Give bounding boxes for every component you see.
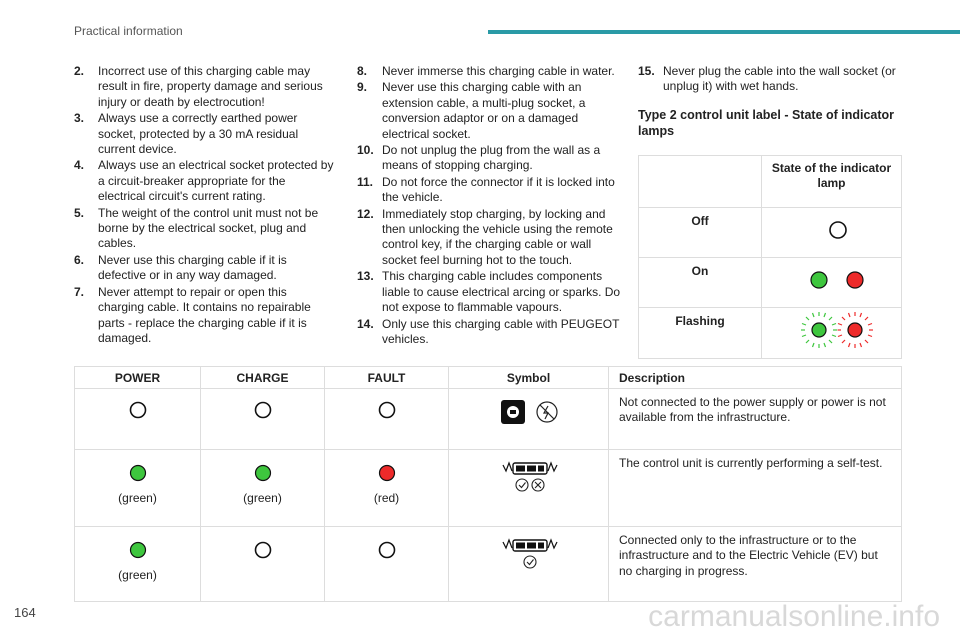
item-number: 3.: [74, 111, 85, 126]
item-text: Never use this charging cable if it is defective or in any way damaged.: [98, 252, 287, 283]
table-row: [75, 527, 902, 602]
item-number: 9.: [357, 80, 368, 95]
list-item: [74, 64, 336, 110]
item-text: Always use a correctly earthed power socket, protected by a 30 mA residual current device.: [98, 111, 299, 157]
fault-cell: [325, 527, 449, 602]
item-text: Incorrect use of this charging cable may result in fire, property damage and serious injury or death by electrocution!: [98, 64, 323, 109]
table-row: [75, 389, 902, 450]
item-text: Always use an electrical socket protected by a circuit-breaker appropriate for the electrical circuit's current rating.: [98, 158, 334, 204]
lamp-on-icons: [777, 260, 887, 300]
list-item: [357, 175, 622, 206]
description-cell: Connected only to the infrastructure or to the infrastructure and to the Electric Vehicle (EV) but no charging in progress.: [609, 527, 902, 602]
lamp-table-header: State of the indicator lamp: [762, 155, 902, 207]
control-unit-connected-symbol-icon: [489, 536, 569, 570]
item-text: Never immerse this charging cable in water.: [382, 64, 615, 78]
lamp-table-empty-header: [639, 155, 762, 207]
status-table: [74, 366, 902, 602]
lamp-off-icon: [377, 400, 397, 420]
lamp-color-caption: (green): [118, 568, 157, 582]
list-item: [74, 285, 336, 347]
column-header-power: POWER: [75, 367, 201, 389]
list-item: [74, 158, 336, 204]
list-item: [74, 111, 336, 157]
item-text: The weight of the control unit must not be borne by the electrical socket, plug and cables.: [98, 205, 319, 251]
list-item: [74, 253, 336, 284]
green-lamp-icon: [812, 323, 826, 337]
green-lamp-icon: [128, 463, 148, 483]
list-item: [357, 207, 622, 269]
lamp-state-label: Off: [639, 207, 762, 257]
green-lamp-icon: [811, 272, 827, 288]
item-text: Do not unplug the plug from the wall as a means of stopping charging.: [382, 143, 601, 173]
list-item: [357, 143, 622, 174]
item-number: 15.: [638, 64, 655, 78]
charge-cell: [201, 450, 325, 527]
item-text: Never plug the cable into the wall socket (or unplug it) with wet hands.: [663, 64, 896, 94]
symbol-cell: [449, 389, 609, 450]
item-number: 8.: [357, 64, 368, 78]
indicator-lamp-table: [638, 155, 902, 359]
lamp-flashing-icons: [777, 310, 887, 352]
power-cell: [75, 527, 201, 602]
charge-cell: [201, 389, 325, 450]
description-cell: Not connected to the power supply or power is not available from the infrastructure.: [609, 389, 902, 450]
red-lamp-icon: [848, 323, 862, 337]
power-cell: [75, 389, 201, 450]
lamp-state-label: Flashing: [639, 307, 762, 358]
list-item: [74, 206, 336, 252]
column-header-symbol: Symbol: [449, 367, 609, 389]
item-number: 10.: [357, 143, 374, 158]
item-number: 7.: [74, 284, 85, 299]
control-unit-selftest-symbol-icon: [489, 459, 569, 493]
lamp-off-icon: [253, 400, 273, 420]
list-item: [357, 64, 622, 79]
warnings-column-3: [638, 64, 903, 359]
item-text: Do not force the connector if it is locked into the vehicle.: [382, 174, 615, 205]
item-number: 2.: [74, 64, 85, 78]
item-number: 4.: [74, 158, 85, 173]
lamp-color-caption: (green): [243, 491, 282, 505]
lamp-off-icon: [377, 540, 397, 560]
symbol-cell: [449, 527, 609, 602]
column-header-description: Description: [609, 367, 902, 389]
table-row: [75, 450, 902, 527]
warnings-column-1: [74, 64, 336, 347]
item-number: 12.: [357, 206, 374, 221]
green-lamp-icon: [128, 540, 148, 560]
warnings-column-2: [357, 64, 622, 348]
lamp-off-icon: [777, 210, 887, 250]
green-lamp-icon: [253, 463, 273, 483]
lamp-color-caption: (red): [373, 491, 400, 505]
item-text: Never attempt to repair or open this charging cable. It contains no repairable parts - replace the charging cable if it is damaged.: [98, 284, 311, 345]
red-lamp-icon: [377, 463, 397, 483]
power-cell: [75, 450, 201, 527]
description-cell: The control unit is currently performing a self-test.: [609, 450, 902, 527]
item-number: 11.: [357, 174, 374, 189]
lamp-color-caption: (green): [118, 491, 157, 505]
item-number: 14.: [357, 316, 374, 331]
lamp-state-flashing: [762, 307, 902, 358]
lamp-state-off: [762, 207, 902, 257]
charge-cell: [201, 527, 325, 602]
lamp-state-label: On: [639, 257, 762, 307]
fault-cell: [325, 450, 449, 527]
item-number: 13.: [357, 269, 374, 284]
list-item: [357, 317, 622, 348]
item-text: This charging cable includes components liable to cause electrical arcing or sparks. Do not expose to flammable vapours.: [382, 269, 621, 315]
list-item: [357, 80, 622, 142]
lamp-state-on: [762, 257, 902, 307]
no-power-symbol-icon: [489, 398, 569, 426]
column-header-fault: FAULT: [325, 367, 449, 389]
item-number: 6.: [74, 252, 85, 267]
lamp-off-icon: [253, 540, 273, 560]
item-number: 5.: [74, 205, 85, 220]
red-lamp-icon: [847, 272, 863, 288]
item-text: Immediately stop charging, by locking and then unlocking the vehicle using the remote control key, if the charging cable or wall socket feel burning hot to the touch.: [382, 206, 613, 267]
symbol-cell: [449, 450, 609, 527]
list-item: [638, 64, 903, 95]
lamp-off-icon: [128, 400, 148, 420]
item-text: Never use this charging cable with an extension cable, a multi-plug socket, a conversion adaptor or on a damaged electrical socket.: [382, 80, 586, 141]
watermark: carmanualsonline.info: [648, 600, 940, 633]
lamp-section-title: Type 2 control unit label - State of indicator lamps: [638, 107, 895, 138]
item-text: Only use this charging cable with PEUGEOT vehicles.: [382, 316, 620, 346]
column-header-charge: CHARGE: [201, 367, 325, 389]
page-number: 164: [14, 605, 36, 620]
page-header-title: Practical information: [74, 24, 183, 38]
header-accent-bar: [488, 30, 960, 34]
list-item: [357, 269, 622, 315]
fault-cell: [325, 389, 449, 450]
